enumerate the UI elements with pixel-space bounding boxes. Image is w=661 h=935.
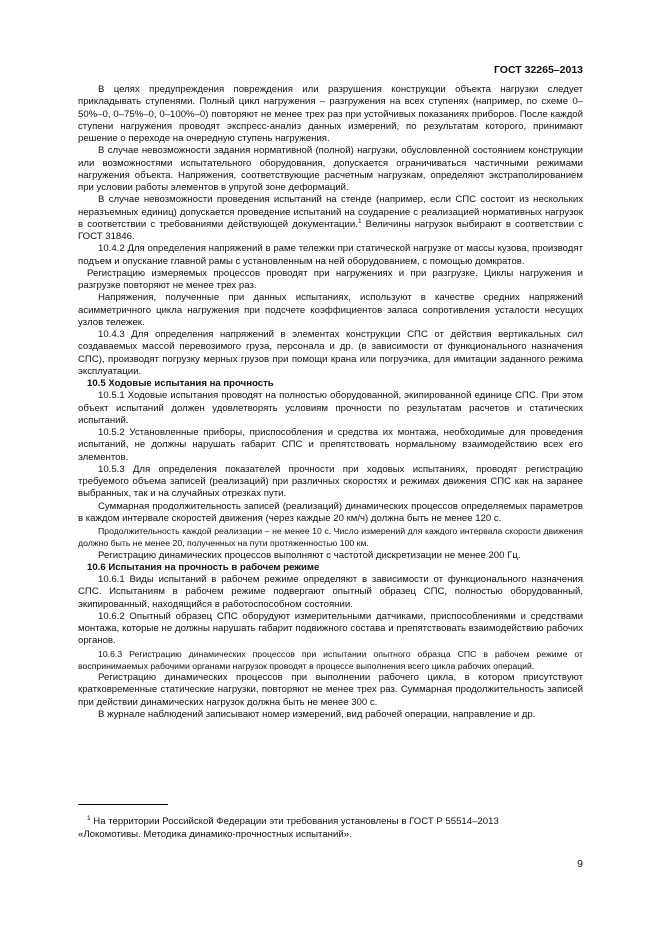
footnote-text-1: На территории Российской Федерации эти требования установлены в ГОСТ Р 55514–2013 <box>90 816 499 827</box>
section-heading <box>78 378 583 390</box>
footnote-line-2: «Локомотивы. Методика динамико-прочностных испытаний». <box>78 828 352 840</box>
paragraph-text: В случае невозможности проведения испытаний на стенде (например, если СПС состоит из нескольких неразъемных единиц) допускается проведение испытаний на соударение с реализацией нормативных нагрузок в соответствии с требованиями действующей документации. <box>78 194 583 230</box>
paragraph <box>78 672 583 709</box>
paragraph-text: Регистрацию измеряемых процессов проводят при нагружениях и при разгрузке. Циклы нагружения и разгрузке повторяют не менее трех раз. <box>78 267 583 291</box>
paragraph-text: Суммарная продолжительность записей (реализаций) динамических процессов определяемых параметров в каждом интервале скоростей движения (через каждые 20 км/ч) должна быть не менее 120 с. <box>78 500 583 524</box>
paragraph <box>78 525 583 550</box>
footnote <box>78 816 583 841</box>
paragraph-text: 10.4.2 Для определения напряжений в раме тележки при статической нагрузке от массы кузова, производят подъем и опускание главной рамы с установленным на ней оборудованием, с помощью домкратов. <box>78 243 583 267</box>
paragraph <box>78 145 583 194</box>
standard-header: ГОСТ 32265–2013 <box>493 64 583 76</box>
paragraph-text: 10.5.3 Для определения показателей прочности при ходовых испытаниях, проводят регистрацию требуемого объема записей (реализаций) при различных скоростях и режимах движения СПС как на заранее выбранных, так и на случайных отрезках пути. <box>78 463 583 500</box>
paragraph-text: 10.6 Испытания на прочность в рабочем режиме <box>87 561 320 573</box>
paragraph <box>78 84 583 145</box>
paragraph-text: 10.6.3 Регистрацию динамических процессов при испытании опытного образца СПС в рабочем режиме от воспринимаемых рабочими органами нагрузок проводят в процессе выполнения всего цикла рабочих операций. <box>78 648 583 671</box>
paragraph-text: 10.4.3 Для определения напряжений в элементах конструкции СПС от действия вертикальных сил создаваемых массой перевозимого груза, персонала и др. (в зависимости от функционального назначения СПС), производят погрузку мерных грузов при помощи крана или погрузчика, для имитации заданного режима эксплуатации. <box>78 329 583 377</box>
paragraph <box>78 464 583 501</box>
paragraph <box>78 292 583 329</box>
paragraph-text: 10.6.2 Опытный образец СПС оборудуют измерительными датчиками, приспособлениями и средствами монтажа, которые не должны нарушать габарит подвижного состава и препятствовать взаимодействию рабочих органов. <box>78 610 583 647</box>
footnote-mark: 1 <box>87 815 91 822</box>
paragraph <box>78 709 583 721</box>
paragraph <box>78 268 583 293</box>
paragraph <box>78 501 583 526</box>
paragraph-text: 10.6.1 Виды испытаний в рабочем режиме определяют в зависимости от функционального назначения СПС. Испытаниям в рабочем режиме подвергают опытный образец СПС, полностью оборудованный, экипированный, находящийся в работоспособном состоянии. <box>78 574 583 610</box>
paragraph <box>78 574 583 611</box>
footnote-reference: 1 <box>357 217 362 225</box>
paragraph <box>78 550 583 562</box>
paragraph-text: В целях предупреждения повреждения или разрушения конструкции объекта нагрузки следует прикладывать ступенями. Полный цикл нагружения – разгружения на всех ступенях (например, по схеме 0–50%–0, 0–75%–0, 0–100%–0) повторяют не менее трех раз при устойчивых показаниях приборов. После каждой ступени нагружения проводят экспресс-анализ данных измерений, по результатам которого, принимают решение о переходе на очередную ступень нагружения. <box>78 84 583 144</box>
paragraph-text: В случае невозможности задания нормативной (полной) нагрузки, обусловленной состоянием конструкции или возможностями испытательного оборудования, допускается ограничиваться частичными режимами нагружения объекта. Напряжения, соответствующие расчетным нагрузкам, определяют экстраполированием при условии работы элементов в упругой зоне деформаций. <box>78 145 583 193</box>
paragraph-text-tail: Величины нагрузок выбирают в соответствии с ГОСТ 31846. <box>78 218 583 242</box>
paragraph-text: 10.5.1 Ходовые испытания проводят на полностью оборудованной, экипированной единице СПС. При этом объект испытаний должен удовлетворять условиям прочности по результатам расчетов и статических испытаний. <box>78 390 583 426</box>
paragraph-text: 10.5.2 Установленные приборы, приспособления и средства их монтажа, необходимые для проведения испытаний, не должны нарушать габарит СПС и препятствовать нормальному взаимодействию всех его элементов. <box>78 427 583 463</box>
paragraph-text: Регистрацию динамических процессов при выполнении рабочего цикла, в котором присутствуют кратковременные статические нагрузки, повторяют не менее трех раз. Суммарная продолжительность записей при действии динамических нагрузок должна быть не менее 300 с. <box>78 672 583 708</box>
section-heading <box>78 562 583 574</box>
paragraph <box>78 611 583 648</box>
paragraph <box>78 648 583 673</box>
paragraph <box>78 329 583 378</box>
paragraph-text: Продолжительность каждой реализации – не менее 10 с. Число измерений для каждого интервала скорости движения должно быть не менее 20, полученных на пути протяженностью 100 км. <box>78 526 583 549</box>
paragraph-text: 10.5 Ходовые испытания на прочность <box>87 378 274 389</box>
paragraph <box>78 243 583 268</box>
paragraph <box>78 194 583 243</box>
paragraph-text: В журнале наблюдений записывают номер измерений, вид рабочей операции, направление и др. <box>98 708 536 720</box>
paragraph-text: Регистрацию динамических процессов выполняют с частотой дискретизации не менее 200 Гц. <box>98 549 521 561</box>
footnote-line-1 <box>78 816 583 829</box>
body-text <box>78 84 583 721</box>
paragraph <box>78 427 583 464</box>
page-number: 9 <box>577 858 583 870</box>
paragraph-text: Напряжения, полученные при данных испытаниях, используют в качестве средних напряжений асимметричного цикла нагружения при подсчете коэффициентов запаса сопротивления усталости несущих узлов тележек. <box>78 292 583 328</box>
footnote-separator <box>78 804 168 805</box>
paragraph <box>78 390 583 427</box>
